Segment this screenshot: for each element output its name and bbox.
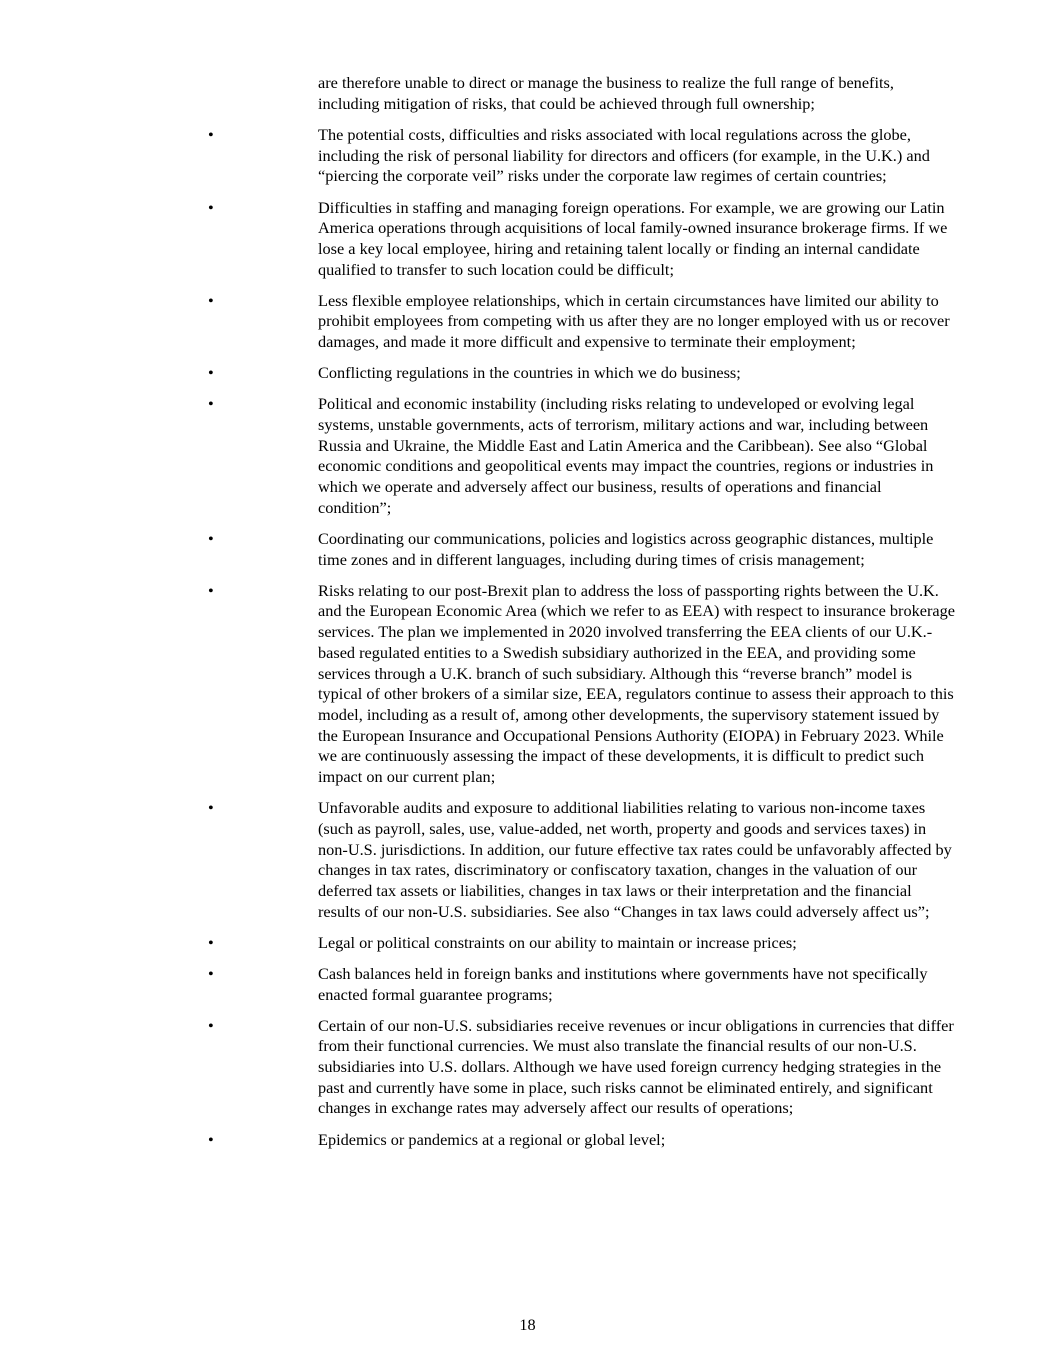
- list-item: [0, 964, 1055, 1005]
- list-item-text: Legal or political constraints on our ability to maintain or increase prices;: [318, 932, 797, 952]
- list-item-text: Less flexible employee relationships, which in certain circumstances have limited our ability to prohibit employees from competing with us after they are no longer employed with us or recover damages, and made it more difficult and expensive to terminate their employment;: [318, 290, 950, 352]
- bullet-icon: •: [208, 798, 214, 818]
- list-item: [0, 198, 1055, 281]
- list-item: [0, 798, 1055, 922]
- bullet-icon: •: [208, 932, 214, 952]
- bullet-icon: •: [208, 963, 214, 983]
- list-item: [0, 125, 1055, 187]
- list-item-text: The potential costs, difficulties and risks associated with local regulations across the globe, including the risk of personal liability for directors and officers (for example, in the U.K.) and “piercing the corporate veil” risks under the corporate law regimes of certain countries;: [318, 125, 930, 186]
- list-item: [0, 933, 1055, 954]
- bullet-icon: •: [208, 125, 214, 144]
- bullet-icon: •: [208, 580, 214, 600]
- list-item-text: Risks relating to our post-Brexit plan to address the loss of passporting rights between the U.K. and the European Economic Area (which we refer to as EEA) with respect to insurance brokerage services. The plan we implemented in 2020 involved transferring the EEA clients of our U.K.-based regulated entities to a Swedish subsidiary authorized in the EEA, and providing some services through a U.K. branch of such subsidiary. Although this “reverse branch” model is typical of other brokers of a similar size, EEA, regulators continue to assess their approach to this model, including as a result of, among other developments, the supervisory statement issued by the European Insurance and Occupational Pensions Authority (EIOPA) in February 2023. While we are continuously assessing the impact of these developments, it is difficult to predict such impact on our current plan;: [318, 580, 955, 787]
- list-item-text: Epidemics or pandemics at a regional or global level;: [318, 1129, 666, 1149]
- list-item: [0, 529, 1055, 570]
- bullet-icon: •: [208, 197, 214, 217]
- list-item-text: Difficulties in staffing and managing foreign operations. For example, we are growing our Latin America operations through acquisitions of local family-owned insurance brokerage firms. If we lose a key local employee, hiring and retaining talent locally or finding an internal candidate qualified to transfer to such location could be difficult;: [318, 197, 948, 279]
- bullet-icon: •: [208, 290, 214, 310]
- list-item: [0, 581, 1055, 788]
- list-item-text: Political and economic instability (including risks relating to undeveloped or evolving legal systems, unstable governments, acts of terrorism, military actions and war, including between Russia and Ukraine, the Middle East and Latin America and the Caribbean). See also “Global economic conditions and geopolitical events may impact the countries, regions or industries in which we operate and adversely affect our business, results of operations and financial condition”;: [318, 394, 934, 517]
- bullet-icon: •: [208, 394, 214, 414]
- bullet-icon: •: [208, 1015, 214, 1035]
- list-item: [0, 1016, 1055, 1120]
- list-item: [0, 363, 1055, 384]
- risk-bullet-list: [0, 125, 1055, 1161]
- list-item-text: Conflicting regulations in the countries in which we do business;: [318, 363, 741, 383]
- page-number: 18: [519, 1315, 536, 1334]
- list-item-text: Coordinating our communications, policies and logistics across geographic distances, multiple time zones and in different languages, including during times of crisis management;: [318, 528, 934, 569]
- list-item: [0, 291, 1055, 353]
- list-item: [0, 394, 1055, 518]
- list-item-text: Certain of our non-U.S. subsidiaries receive revenues or incur obligations in currencies that differ from their functional currencies. We must also translate the financial results of our non-U.S. subsidiaries into U.S. dollars. Although we have used foreign currency hedging strategies in the past and currently have some in place, such risks cannot be eliminated entirely, and significant changes in exchange rates may adversely affect our results of operations;: [318, 1015, 954, 1118]
- list-item: [0, 1130, 1055, 1151]
- list-item-text: Cash balances held in foreign banks and institutions where governments have not specifically enacted formal guarantee programs;: [318, 963, 928, 1004]
- bullet-icon: •: [208, 1129, 214, 1149]
- bullet-icon: •: [208, 528, 214, 548]
- continuation-paragraph: are therefore unable to direct or manage the business to realize the full range of benefits, including mitigation of risks, that could be achieved through full ownership;: [318, 73, 894, 113]
- bullet-icon: •: [208, 363, 214, 383]
- list-item-text: Unfavorable audits and exposure to additional liabilities relating to various non-income taxes (such as payroll, sales, use, value-added, net worth, property and goods and services taxes) in non-U.S. jurisdictions. In addition, our future effective tax rates could be unfavorably affected by changes in tax rates, discriminatory or confiscatory taxation, changes in the valuation of our deferred tax assets or liabilities, changes in tax laws or their interpretation and the financial results of our non-U.S. subsidiaries. See also “Changes in tax laws could adversely affect us”;: [318, 798, 952, 921]
